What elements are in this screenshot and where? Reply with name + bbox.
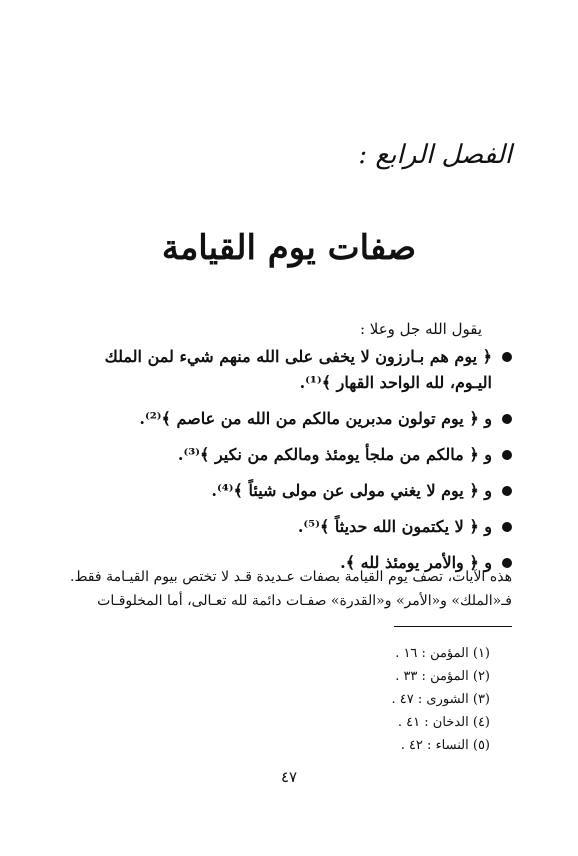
verse-list (70, 344, 512, 586)
verse-text: و ﴿ يوم لا يغني مولى عن مولى شيئاً ﴾⁽⁴⁾. (211, 481, 492, 500)
verse-item (70, 442, 512, 468)
verse-text: و ﴿ مالكم من ملجأ يومئذ ومالكم من نكير ﴾⁽³⁾. (177, 445, 492, 464)
bullet-icon (502, 522, 512, 532)
verse-item (70, 344, 512, 396)
bullet-icon (502, 486, 512, 496)
verse-text: و ﴿ والأمر يومئذ لله ﴾. (340, 553, 492, 572)
verse-text: و ﴿ لا يكتمون الله حديثاً ﴾⁽⁵⁾. (297, 517, 492, 536)
verse-text: ﴿ يوم هم بـارزون لا يخفى على الله منهم شيء لمن الملك اليـوم، لله الواحد القهار ﴾⁽¹⁾. (104, 347, 492, 392)
body-paragraph: هذه الآيات، تصف يوم القيامة بصفات عـديدة قـد لا تختص بيوم القيـامة فقط. فـ«الملك» و«الأمر» و«القدرة» صفـات دائمة لله تعـالى، أما المخلوقـات (70, 569, 512, 609)
chapter-heading: الفصل الرابع : (358, 140, 512, 170)
intro-line: يقول الله جل وعلا : (359, 320, 482, 338)
footnote-item: (١) المؤمن : ١٦ . (395, 646, 490, 661)
section-title: صفات يوم القيامة (161, 228, 417, 268)
footnote-item: (٢) المؤمن : ٣٣ . (395, 669, 490, 684)
verse-item (70, 514, 512, 540)
bullet-icon (502, 352, 512, 362)
footnotes (392, 642, 490, 757)
bullet-icon (502, 450, 512, 460)
bullet-icon (502, 414, 512, 424)
verse-item (70, 406, 512, 432)
footnote-divider (394, 626, 512, 627)
verse-text: و ﴿ يوم تولون مدبرين مالكم من الله من عاصم ﴾⁽²⁾. (139, 409, 492, 428)
verse-item (70, 478, 512, 504)
page-number: ٤٧ (280, 768, 298, 786)
footnote-item: (٣) الشورى : ٤٧ . (391, 692, 490, 707)
footnote-item: (٤) الدخان : ٤١ . (397, 715, 490, 730)
footnote-item: (٥) النساء : ٤٢ . (400, 738, 490, 753)
